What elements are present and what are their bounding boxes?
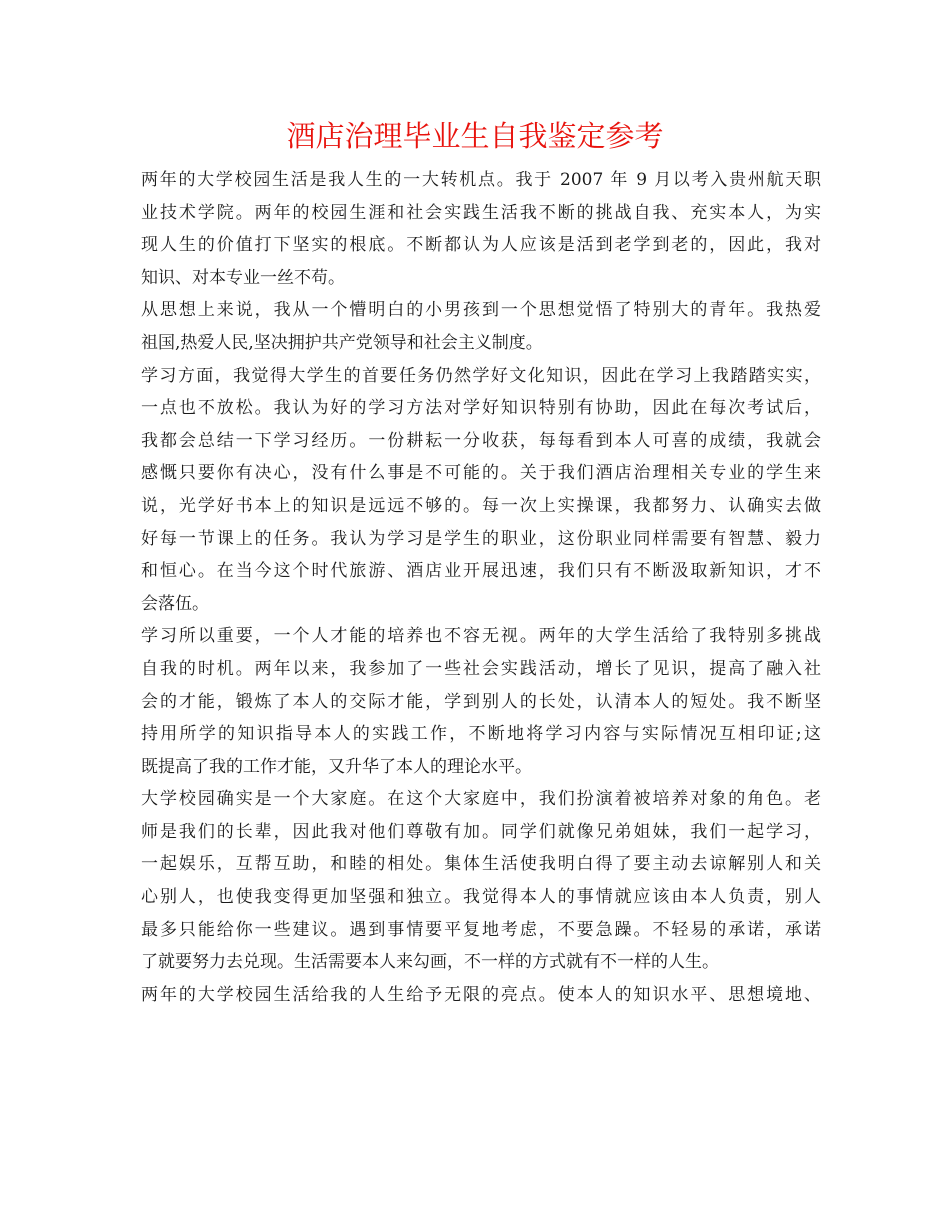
body-line: 了就要努力去兑现。生活需要本人来勾画，不一样的方式就有不一样的人生。: [141, 952, 719, 973]
body-line: 师是我们的长辈，因此我对他们尊敬有加。同学们就像兄弟姐妹，我们一起学习，: [141, 821, 821, 842]
body-line: 两年的大学校园生活给我的人生给予无限的亮点。使本人的知识水平、思想境地、: [141, 984, 821, 1005]
body-line: 从思想上来说，我从一个懵明白的小男孩到一个思想觉悟了特别大的青年。我热爱: [141, 300, 821, 321]
body-line: 知识、对本专业一丝不苟。: [141, 267, 345, 288]
document-title: 酒店治理毕业生自我鉴定参考: [286, 119, 664, 153]
body-line: 既提高了我的工作才能，又升华了本人的理论水平。: [141, 756, 532, 777]
body-line: 大学校园确实是一个大家庭。在这个大家庭中，我们扮演着被培养对象的角色。老: [141, 789, 821, 810]
body-line: 两年的大学校园生活是我人生的一大转机点。我于 2007 年 9 月以考入贵州航天职: [141, 170, 821, 190]
body-line: 好每一节课上的任务。我认为学习是学生的职业，这份职业同样需要有智慧、毅力: [141, 528, 821, 549]
body-line: 现人生的价值打下坚实的根底。不断都认为人应该是活到老学到老的，因此，我对: [141, 235, 821, 256]
body-line: 心别人，也使我变得更加坚强和独立。我觉得本人的事情就应该由本人负责，别人: [141, 887, 821, 908]
body-line: 会落伍。: [141, 593, 209, 614]
body-line: 学习方面，我觉得大学生的首要任务仍然学好文化知识，因此在学习上我踏踏实实，: [141, 365, 821, 386]
body-line: 业技术学院。两年的校园生涯和社会实践生活我不断的挑战自我、充实本人，为实: [141, 202, 821, 223]
body-line: 祖国,热爱人民,坚决拥护共产党领导和社会主义制度。: [141, 332, 543, 353]
body-line: 持用所学的知识指导本人的实践工作，不断地将学习内容与实际情况互相印证;这: [141, 724, 821, 745]
body-line: 一点也不放松。我认为好的学习方法对学好知识特别有协助，因此在每次考试后，: [141, 398, 821, 419]
body-line: 学习所以重要，一个人才能的培养也不容无视。两年的大学生活给了我特别多挑战: [141, 626, 821, 647]
body-line: 一起娱乐，互帮互助，和睦的相处。集体生活使我明白得了要主动去谅解别人和关: [141, 854, 821, 875]
body-line: 自我的时机。两年以来，我参加了一些社会实践活动，增长了见识，提高了融入社: [141, 658, 821, 679]
body-line: 我都会总结一下学习经历。一份耕耘一分收获，每每看到本人可喜的成绩，我就会: [141, 430, 821, 451]
document-body: [141, 164, 821, 1011]
body-line: 说，光学好书本上的知识是远远不够的。每一次上实操课，我都努力、认确实去做: [141, 495, 821, 516]
body-line: 感慨只要你有决心，没有什么事是不可能的。关于我们酒店治理相关专业的学生来: [141, 463, 821, 484]
body-line: 最多只能给你一些建议。遇到事情要平复地考虑，不要急躁。不轻易的承诺，承诺: [141, 919, 821, 940]
body-line: 和恒心。在当今这个时代旅游、酒店业开展迅速，我们只有不断汲取新知识，才不: [141, 561, 821, 582]
body-line: 会的才能，锻炼了本人的交际才能，学到别人的长处，认清本人的短处。我不断坚: [141, 691, 821, 712]
